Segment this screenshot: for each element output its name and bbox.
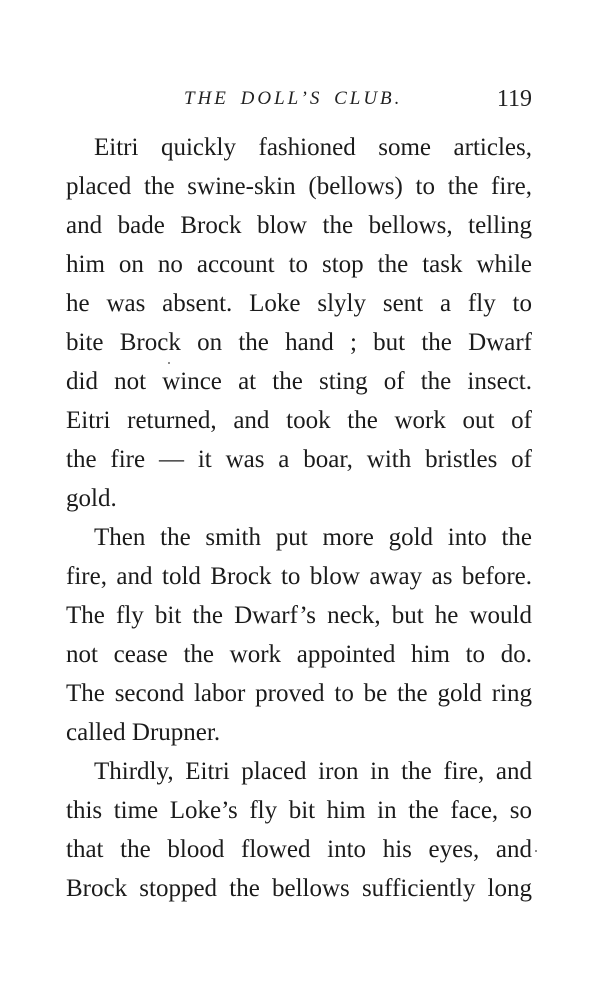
text-line: placed the swine-skin (bellows) to the fire, xyxy=(66,173,532,200)
page-header xyxy=(66,86,532,114)
text-line: bite Brock on the hand ; but the Dwarf xyxy=(66,329,532,356)
running-title: THE DOLL’S CLUB. xyxy=(184,88,403,109)
print-speck xyxy=(535,850,537,852)
body-text xyxy=(66,128,532,908)
paragraph-3 xyxy=(66,752,532,908)
text-line: this time Loke’s fly bit him in the face, so xyxy=(66,797,532,824)
text-line: Thirdly, Eitri placed iron in the fire, and xyxy=(94,758,532,785)
paragraph-1 xyxy=(66,128,532,518)
text-line: fire, and told Brock to blow away as before. xyxy=(66,563,532,590)
text-line: The fly bit the Dwarf’s neck, but he would xyxy=(66,602,532,629)
paragraph-2 xyxy=(66,518,532,752)
text-line: called Drupner. xyxy=(66,719,221,746)
text-line: that the blood flowed into his eyes, and xyxy=(66,836,532,863)
text-line: Eitri quickly fashioned some articles, xyxy=(94,134,532,161)
text-line: and bade Brock blow the bellows, telling xyxy=(66,212,532,239)
text-line: not cease the work appointed him to do. xyxy=(66,641,532,668)
text-line: Eitri returned, and took the work out of xyxy=(66,407,532,434)
print-speck xyxy=(168,362,170,364)
text-line: did not wince at the sting of the insect. xyxy=(66,368,532,395)
text-line: the fire — it was a boar, with bristles of xyxy=(66,446,532,473)
text-line: he was absent. Loke slyly sent a fly to xyxy=(66,290,532,317)
page-number: 119 xyxy=(496,86,532,112)
text-line: gold. xyxy=(66,485,117,512)
text-line: Brock stopped the bellows sufficiently long xyxy=(66,875,532,902)
text-line: Then the smith put more gold into the xyxy=(94,524,532,551)
text-line: The second labor proved to be the gold ring xyxy=(66,680,532,707)
text-line: him on no account to stop the task while xyxy=(66,251,532,278)
